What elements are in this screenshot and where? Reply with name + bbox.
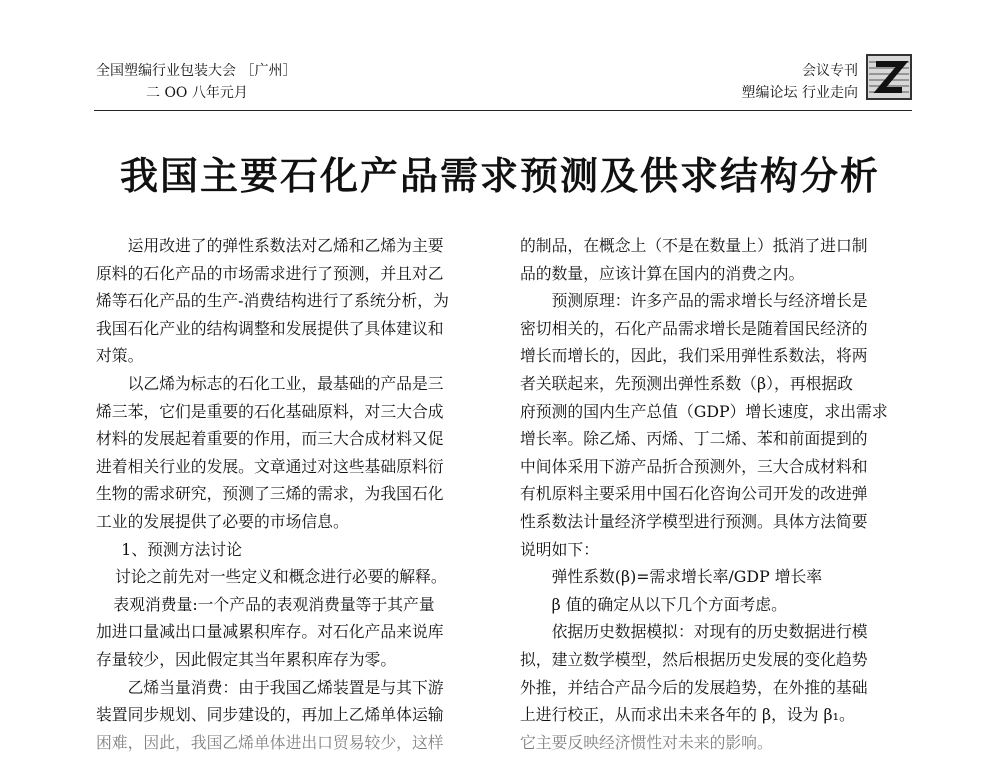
right-line-12: 说明如下：	[520, 539, 599, 559]
right-line-2: 品的数量，应该计算在国内的消费之内。	[520, 263, 805, 283]
header-forum: 塑编论坛 行业走向	[741, 85, 858, 101]
left-line-13: 讨论之前先对一些定义和概念进行必要的解释。	[114, 567, 447, 587]
right-column	[520, 232, 920, 756]
header-date: 二 OO 八年元月	[146, 85, 248, 101]
right-line-11: 性系数法计量经济学模型进行预测。具体方法简要	[520, 511, 868, 531]
left-line-10: 生物的需求研究，预测了三烯的需求，为我国石化	[96, 484, 444, 504]
left-line-15: 加进口量减出口量减累积库存。对石化产品来说库	[96, 622, 444, 642]
header-right	[742, 60, 858, 104]
left-line-2: 原料的石化产品的市场需求进行了预测，并且对乙	[96, 263, 444, 283]
left-line-18: 装置同步规划、同步建设的，再加上乙烯单体运输	[96, 705, 444, 725]
formula-line: 弹性系数(β)=需求增长率/GDP 增长率	[551, 567, 823, 587]
right-line-18: 上进行校正，从而求出未来各年的 β，设为 β₁。	[520, 705, 855, 725]
header-rule	[94, 110, 912, 111]
left-line-7: 烯三苯，它们是重要的石化基础原料，对三大合成	[96, 401, 444, 421]
right-line-4: 密切相关的，石化产品需求增长是随着国民经济的	[520, 318, 868, 338]
left-line-11: 工业的发展提供了必要的市场信息。	[96, 511, 349, 531]
left-line-4: 我国石化产业的结构调整和发展提供了具体建议和	[96, 318, 444, 338]
right-line-3: 预测原理：许多产品的需求增长与经济增长是	[551, 291, 868, 311]
left-line-8: 材料的发展起着重要的作用，而三大合成材料又促	[96, 429, 444, 449]
left-line-5: 对策。	[96, 346, 144, 366]
article-title: 我国主要石化产品需求预测及供求结构分析	[119, 154, 880, 198]
right-line-14: β 值的确定从以下几个方面考虑。	[551, 594, 787, 614]
header-conference: 全国塑编行业包装大会 ［广州］	[96, 63, 297, 79]
right-line-8: 增长率。除乙烯、丙烯、丁二烯、苯和前面提到的	[520, 429, 868, 449]
right-line-17: 外推，并结合产品今后的发展趋势，在外推的基础	[520, 677, 868, 697]
right-line-6: 者关联起来，先预测出弹性系数（β），再根据政	[520, 373, 853, 393]
left-line-16: 存量较少，因此假定其当年累积库存为零。	[96, 649, 397, 669]
left-line-9: 进着相关行业的发展。文章通过对这些基础原料衍	[96, 456, 444, 476]
right-line-19: 它主要反映经济惯性对未来的影响。	[520, 732, 773, 752]
header-left	[96, 60, 296, 104]
right-line-5: 增长而增长的，因此，我们采用弹性系数法，将两	[520, 346, 868, 366]
right-line-9: 中间体采用下游产品折合预测外，三大合成材料和	[520, 456, 868, 476]
right-line-1: 的制品，在概念上（不是在数量上）抵消了进口制	[520, 236, 868, 255]
left-line-14: 表观消费量:一个产品的表观消费量等于其产量	[113, 594, 435, 614]
section-heading: 1、预测方法讨论	[121, 539, 242, 559]
right-line-10: 有机原料主要采用中国石化咨询公司开发的改进弹	[520, 484, 868, 504]
left-line-3: 烯等石化产品的生产-消费结构进行了系统分析，为	[96, 291, 449, 311]
left-line-6: 以乙烯为标志的石化工业，最基础的产品是三	[127, 373, 444, 393]
right-line-15: 依据历史数据模拟：对现有的历史数据进行模	[551, 622, 868, 642]
header-special-issue: 会议专刊	[802, 63, 858, 79]
right-line-16: 拟，建立数学模型，然后根据历史发展的变化趋势	[520, 649, 868, 669]
left-line-19: 困难，因此，我国乙烯单体进出口贸易较少，这样	[96, 732, 444, 752]
left-line-17: 乙烯当量消费：由于我国乙烯装置是与其下游	[127, 677, 444, 697]
left-line-1: 运用改进了的弹性系数法对乙烯和乙烯为主要	[127, 236, 444, 255]
left-column	[96, 232, 496, 756]
right-line-7: 府预测的国内生产总值（GDP）增长速度，求出需求	[520, 401, 888, 421]
journal-logo-icon	[866, 54, 912, 100]
